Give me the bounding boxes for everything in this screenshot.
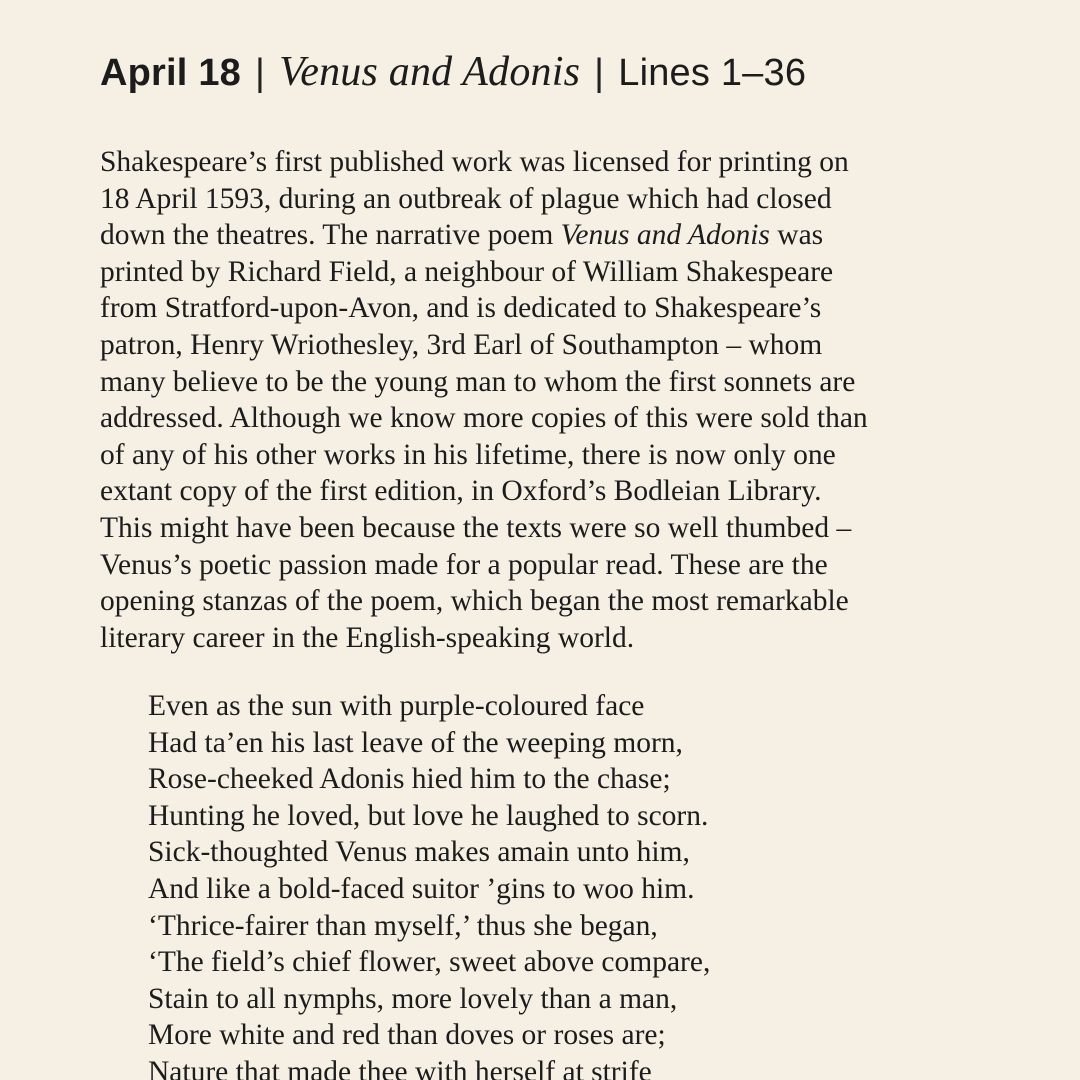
title-work: Venus and Adonis (279, 49, 581, 95)
intro-line: Shakespeare’s first published work was licensed for printing on (100, 146, 849, 178)
title-date: April 18 (100, 52, 241, 94)
poem-verse: Hunting he loved, but love he laughed to scorn. (148, 799, 709, 832)
intro-line: many believe to be the young man to whom the first sonnets are (100, 365, 856, 398)
intro-line: 18 April 1593, during an outbreak of plague which had closed (100, 182, 832, 215)
poem-verse: Even as the sun with purple-coloured face (148, 690, 645, 722)
intro-line: opening stanzas of the poem, which began the most remarkable (100, 585, 849, 618)
poem-verse: Had ta’en his last leave of the weeping morn, (148, 726, 683, 759)
poem-verse: More white and red than doves or roses are; (148, 1019, 666, 1052)
poem-verse: And like a bold-faced suitor ’gins to woo him. (148, 872, 695, 905)
intro-line: literary career in the English-speaking world. (100, 621, 635, 654)
poem-title-italic: Venus and Adonis (560, 219, 770, 252)
intro-line: addressed. Although we know more copies of this were sold than (100, 402, 868, 435)
poem-verse: Stain to all nymphs, more lovely than a man, (148, 982, 678, 1015)
intro-line: printed by Richard Field, a neighbour of William Shakespeare (100, 255, 834, 288)
intro-line: patron, Henry Wriothesley, 3rd Earl of Southampton – whom (100, 328, 823, 361)
intro-line: from Stratford-upon-Avon, and is dedicated to Shakespeare’s (100, 292, 822, 325)
intro-line: Venus’s poetic passion made for a popular read. These are the (100, 548, 828, 581)
poem-stanzas (148, 688, 1008, 1080)
title-lines: Lines 1–36 (618, 52, 807, 94)
intro-line: of any of his other works in his lifetime, there is now only one (100, 438, 836, 471)
poem-verse: Rose-cheeked Adonis hied him to the chase; (148, 763, 671, 796)
poem-verse: ‘The field’s chief flower, sweet above compare, (148, 946, 711, 979)
poem-verse: Nature that made thee with herself at strife (148, 1055, 652, 1080)
poem-verse: ‘Thrice-fairer than myself,’ thus she began, (148, 909, 658, 942)
title-separator: | (254, 52, 266, 94)
intro-line: This might have been because the texts were so well thumbed – (100, 511, 852, 544)
intro-line: down the theatres. The narrative poem Venus and Adonis was (100, 219, 824, 252)
intro-paragraph (100, 144, 1000, 656)
poem-verse: Sick-thoughted Venus makes amain unto him, (148, 836, 690, 869)
page-title (100, 44, 806, 101)
intro-line: extant copy of the first edition, in Oxford’s Bodleian Library. (100, 475, 822, 508)
title-separator: | (594, 52, 605, 94)
